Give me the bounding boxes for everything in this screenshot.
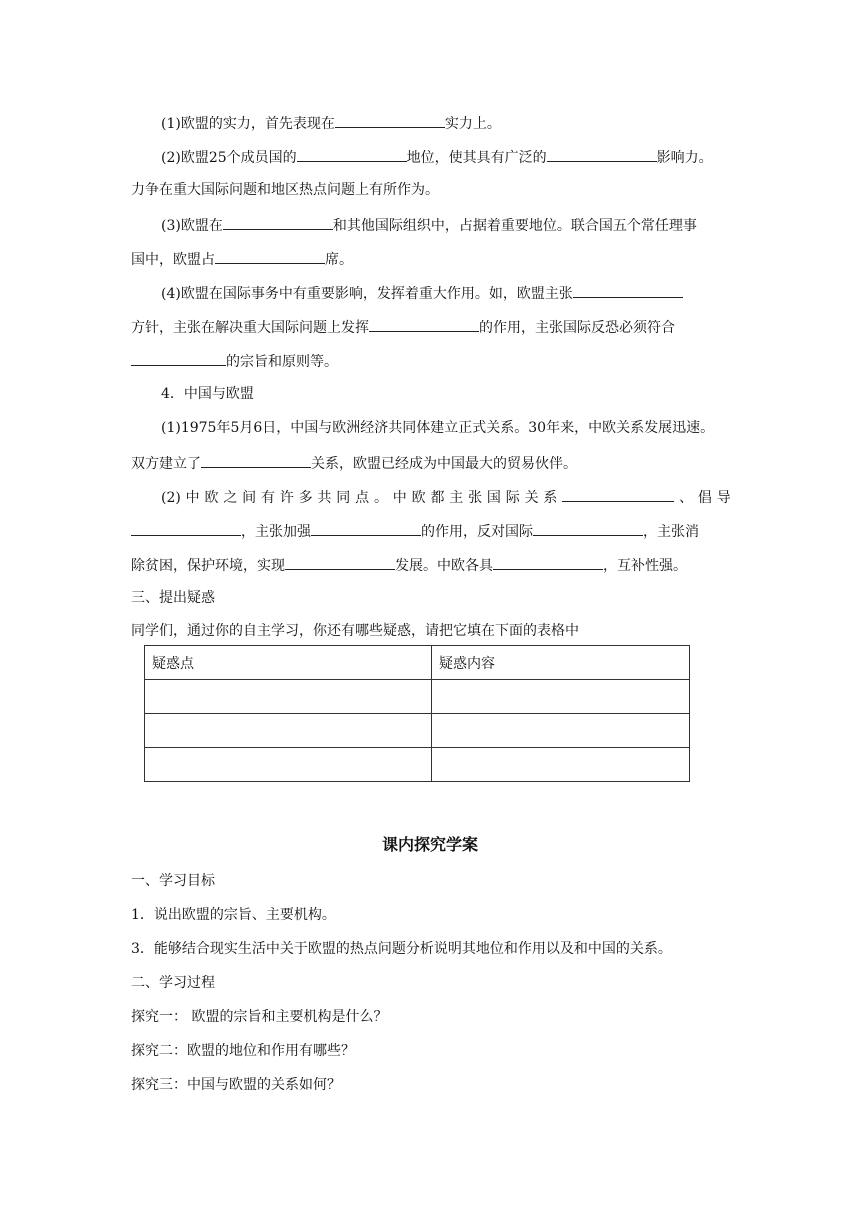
blank-line[interactable]: [562, 486, 674, 502]
para-affairs-cont: [131, 316, 731, 338]
blank-line[interactable]: [573, 282, 683, 298]
para-common-text-c: 的作用，反对国际: [421, 524, 533, 540]
blank-line[interactable]: [493, 554, 603, 570]
char: 同: [336, 490, 351, 506]
para-common-text-e: 除贫困，保护环境，实现: [131, 558, 285, 574]
table-row: [145, 714, 690, 748]
char: 际: [505, 490, 520, 506]
char: 有: [260, 490, 275, 506]
para-1975-text-c: 关系，欧盟已经成为中国最大的贸易伙伴。: [311, 456, 577, 472]
explore-question-2: 探究二：欧盟的地位和作用有哪些？: [131, 1043, 355, 1059]
char: 欧: [411, 490, 426, 506]
para-common-text-g: ，互补性强。: [603, 558, 687, 574]
process-heading: 二、学习过程: [131, 975, 215, 991]
char: 欧: [204, 490, 219, 506]
goal-item-3: 3．能够结合现实生活中关于欧盟的热点问题分析说明其地位和作用以及和中国的关系。: [131, 941, 672, 957]
para-un-text-b: 和其他国际组织中，占据着重要地位。联合国五个常任理事: [332, 218, 697, 234]
char: 国: [486, 490, 501, 506]
para-un-cont: [131, 248, 731, 270]
explore-question-1: 探究一： 欧盟的宗旨和主要机构是什么？: [131, 1009, 388, 1025]
blank-line[interactable]: [335, 112, 445, 128]
para-members-text-c: 影响力。: [656, 150, 713, 166]
para-common-text-d: ，主张消: [643, 524, 699, 540]
blank-line[interactable]: [297, 146, 407, 162]
section-doubts-heading: 三、提出疑惑: [131, 590, 215, 606]
para-affairs: [161, 282, 731, 304]
para-common-text-f: 发展。中欧各具: [395, 558, 493, 574]
blank-line[interactable]: [215, 248, 325, 264]
char: 。: [373, 490, 388, 506]
para-un-text-c: 国中，欧盟占: [131, 252, 215, 268]
para-1975-cont: [131, 452, 731, 474]
table-cell[interactable]: [145, 748, 432, 782]
table-cell[interactable]: [432, 748, 690, 782]
para-members: [161, 146, 731, 168]
para-strength: [161, 112, 731, 134]
blank-line[interactable]: [369, 316, 479, 332]
char: 都: [430, 490, 445, 506]
char: 中: [392, 490, 407, 506]
table-row: [145, 748, 690, 782]
para-common-cont2: [131, 554, 731, 576]
col-header-point: 疑惑点: [145, 646, 432, 680]
table-cell[interactable]: [145, 680, 432, 714]
char: (2): [161, 490, 181, 506]
para-strength-text-b: 实力上。: [444, 116, 501, 132]
para-strength-text-a: (1)欧盟的实力，首先表现在: [161, 116, 335, 132]
blank-line[interactable]: [533, 520, 643, 536]
section-title-explore: 课内探究学案: [381, 835, 478, 854]
para-affairs-text-c: 的作用，主张国际反恐必须符合: [479, 320, 675, 336]
doubts-table: [144, 645, 690, 782]
para-common-text-b: ，主张加强: [241, 524, 311, 540]
char: 倡: [697, 490, 712, 506]
goals-heading: 一、学习目标: [131, 873, 215, 889]
char: 、: [679, 490, 694, 506]
blank-line[interactable]: [285, 554, 395, 570]
char: 中: [185, 490, 200, 506]
goal-item-1: 1．说出欧盟的宗旨、主要机构。: [131, 907, 336, 923]
section-4-title: 4．中国与欧盟: [161, 386, 254, 402]
para-members-text-b: 地位，使其具有广泛的: [406, 150, 547, 166]
para-un-text-a: (3)欧盟在: [161, 218, 223, 234]
blank-line[interactable]: [131, 520, 241, 536]
para-1975: (1)1975年5月6日，中国与欧洲经济共同体建立正式关系。30年来，中欧关系发展迅速。: [161, 420, 715, 436]
para-members-text-a: (2)欧盟25个成员国的: [161, 150, 297, 166]
table-row: [145, 680, 690, 714]
para-affairs-cont2: [131, 350, 731, 372]
char: 张: [468, 490, 483, 506]
blank-line[interactable]: [131, 350, 226, 366]
blank-line[interactable]: [223, 214, 333, 230]
para-un-text-d: 席。: [325, 252, 353, 268]
char: 关: [524, 490, 539, 506]
para-common: [161, 486, 731, 508]
blank-line[interactable]: [311, 520, 421, 536]
para-members-cont: 力争在重大国际问题和地区热点问题上有所作为。: [131, 182, 439, 198]
para-un: [161, 214, 731, 236]
char: 系: [543, 490, 558, 506]
table-cell[interactable]: [145, 714, 432, 748]
blank-line[interactable]: [201, 452, 311, 468]
table-cell[interactable]: [432, 714, 690, 748]
para-common-cont: [131, 520, 731, 542]
table-cell[interactable]: [432, 680, 690, 714]
col-header-content: 疑惑内容: [432, 646, 690, 680]
blank-line[interactable]: [547, 146, 657, 162]
para-1975-text-b: 双方建立了: [131, 456, 201, 472]
char: 间: [242, 490, 257, 506]
char: 主: [449, 490, 464, 506]
para-affairs-text-b: 方针，主张在解决重大国际问题上发挥: [131, 320, 369, 336]
doubts-intro: 同学们，通过你的自主学习，你还有哪些疑惑，请把它填在下面的表格中: [131, 623, 579, 639]
char: 多: [298, 490, 313, 506]
char: 之: [223, 490, 238, 506]
para-affairs-text-a: (4)欧盟在国际事务中有重要影响，发挥着重大作用。如，欧盟主张: [161, 286, 573, 302]
char: 许: [279, 490, 294, 506]
char: 导: [716, 490, 731, 506]
para-affairs-text-d: 的宗旨和原则等。: [226, 354, 338, 370]
explore-question-3: 探究三：中国与欧盟的关系如何？: [131, 1077, 341, 1093]
char: 点: [355, 490, 370, 506]
char: 共: [317, 490, 332, 506]
table-header-row: [145, 646, 690, 680]
